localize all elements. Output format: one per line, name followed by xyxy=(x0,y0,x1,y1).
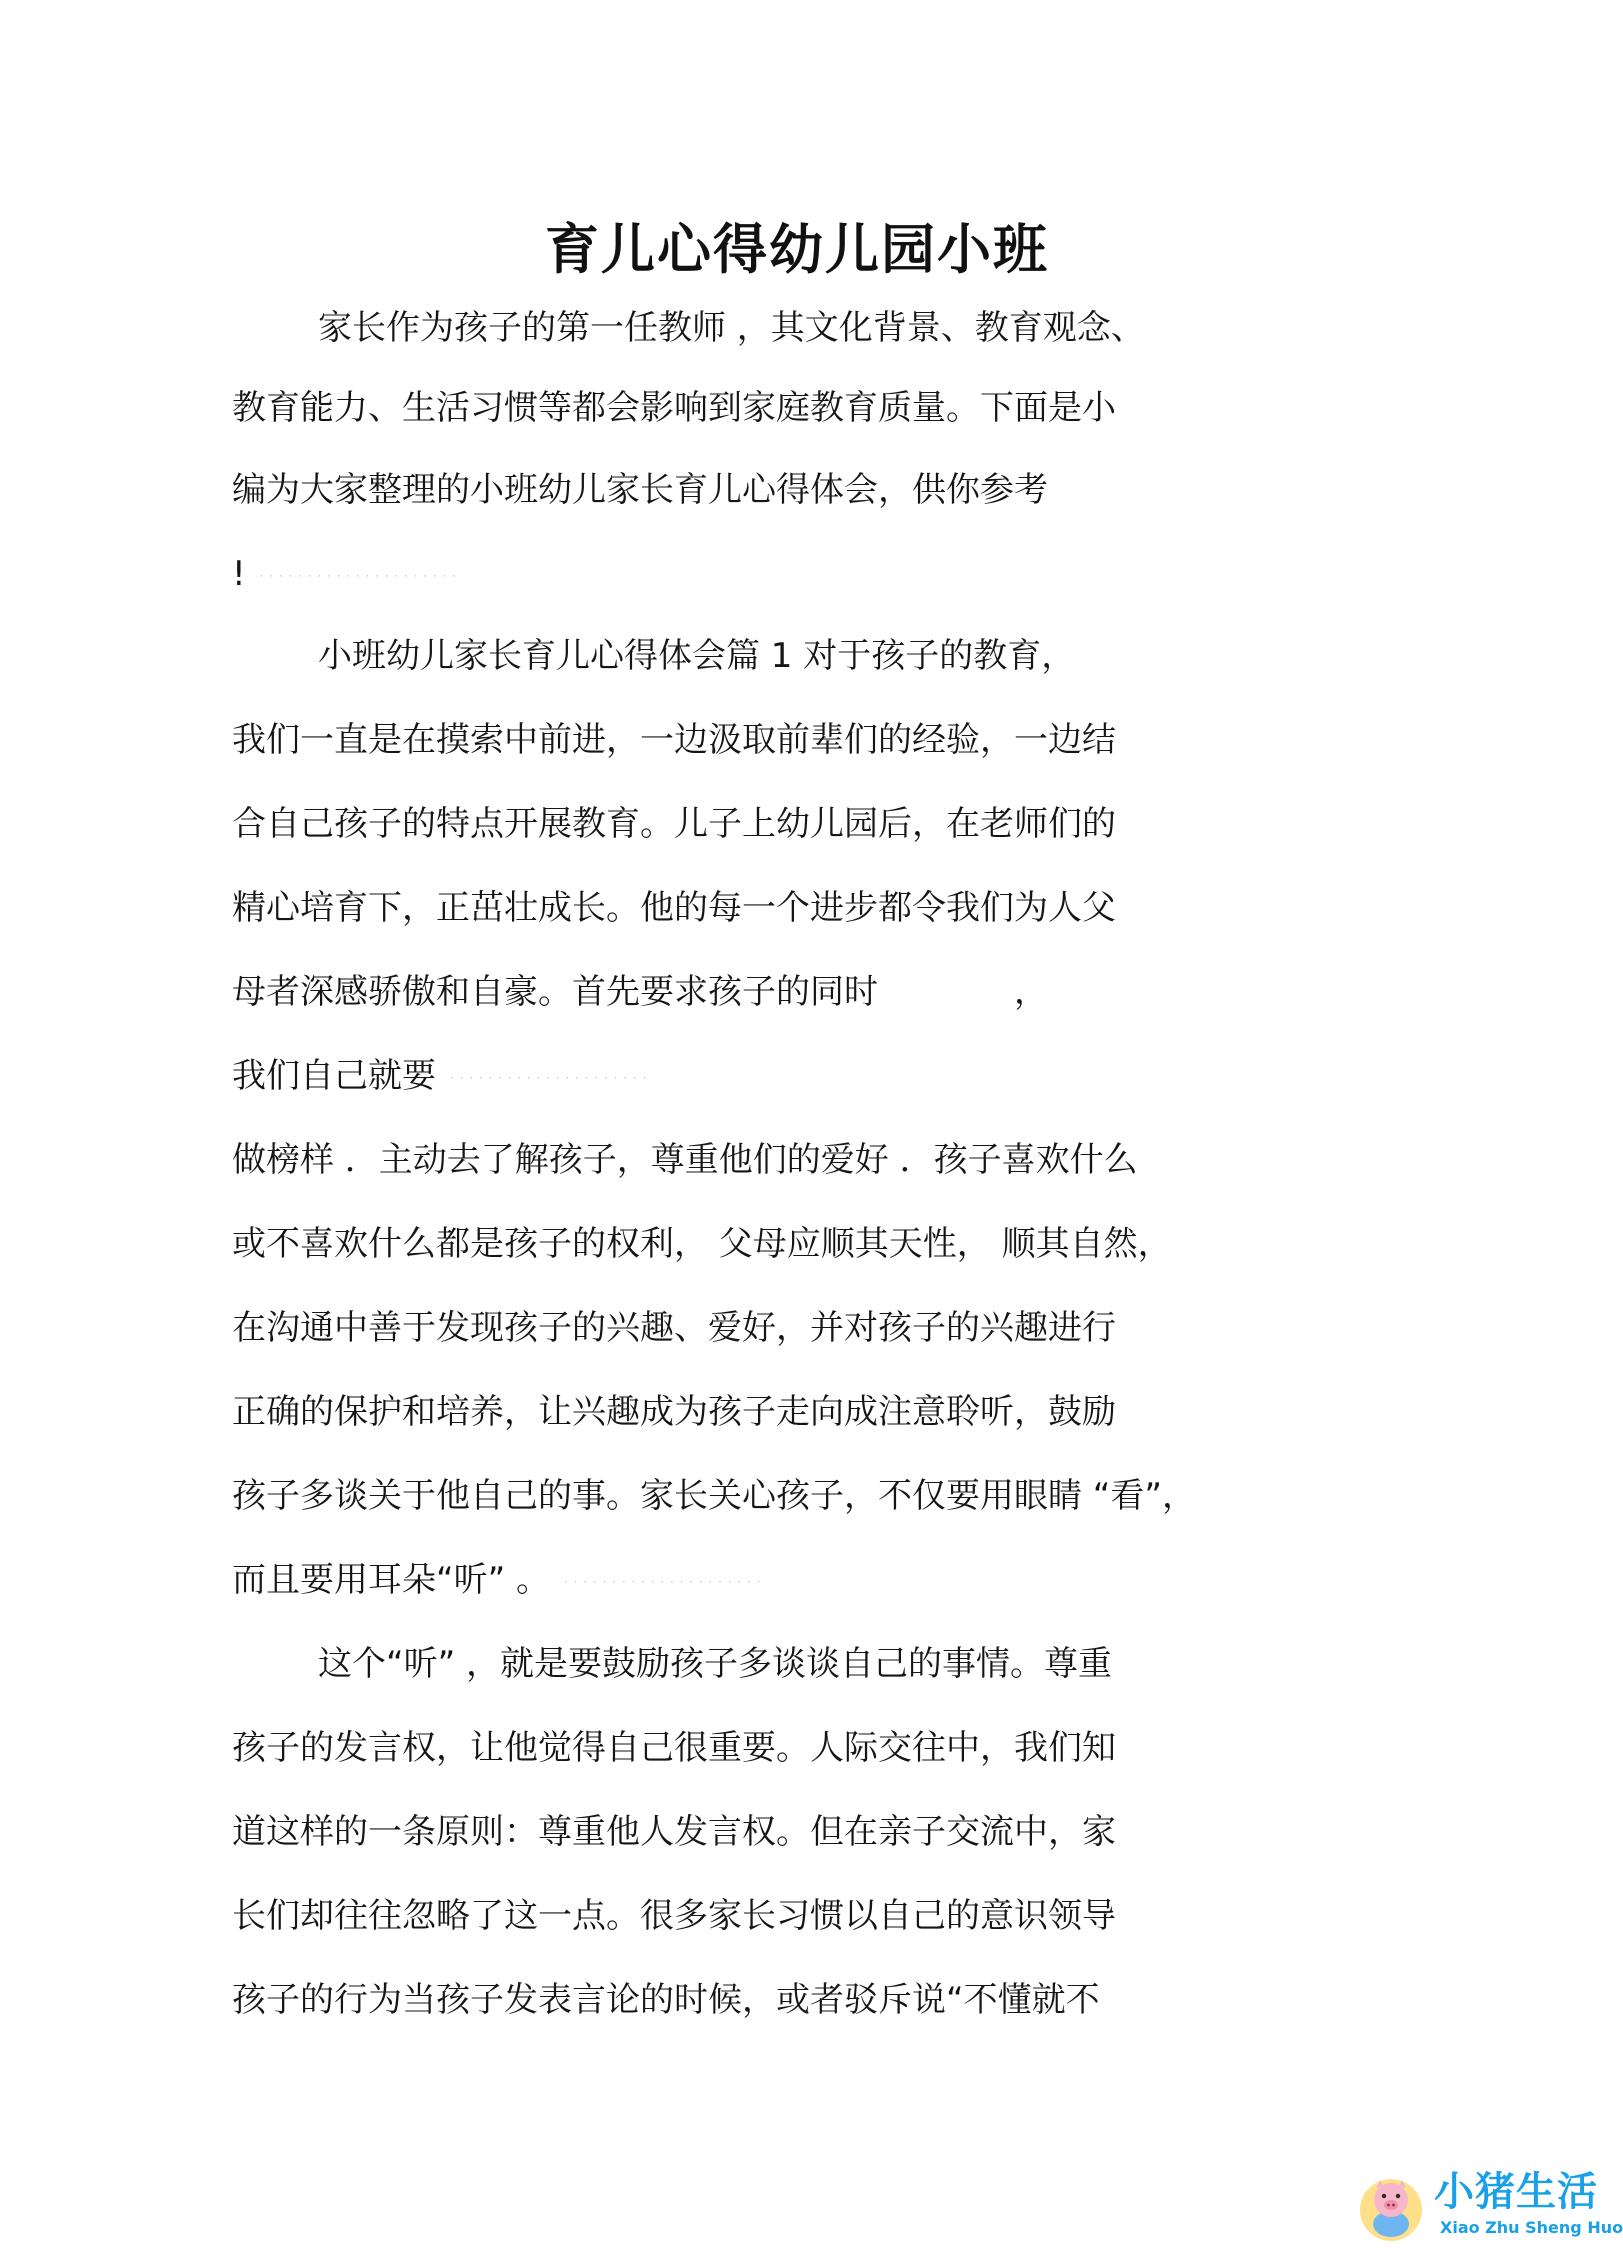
paragraph-line: 孩子的发言权，让他觉得自己很重要。人际交往中，我们知 xyxy=(232,1728,1116,1768)
faint-watermark-text: · · · · · · · · · · · · · · · · · · · · · xyxy=(564,1574,762,1589)
paragraph-line: 编为大家整理的小班幼儿家长育儿心得体会，供你参考 xyxy=(232,470,1048,510)
paragraph-line: 或不喜欢什么都是孩子的权利， 父母应顺其天性， 顺其自然， xyxy=(232,1224,1172,1264)
faint-watermark-text: · · · · · · · · · · · · · · · · · · · · · xyxy=(259,568,458,583)
paragraph-line: 教育能力、生活习惯等都会影响到家庭教育质量。下面是小 xyxy=(232,388,1116,428)
paragraph-line: 道这样的一条原则：尊重他人发言权。但在亲子交流中，家 xyxy=(232,1812,1116,1852)
paragraph-line: ! · · · · · · · · · · · · · · · · · · · · · xyxy=(232,550,457,600)
paragraph-line: 在沟通中善于发现孩子的兴趣、爱好，并对孩子的兴趣进行 xyxy=(232,1308,1116,1348)
paragraph-line: 母者深感骄傲和自豪。首先要求孩子的同时 ， xyxy=(232,972,1048,1012)
watermark-brand-pinyin: Xiao Zhu Sheng Huo xyxy=(1440,2218,1623,2237)
paragraph-line: 合自己孩子的特点开展教育。儿子上幼儿园后，在老师们的 xyxy=(232,804,1116,844)
paragraph-line: 孩子的行为当孩子发表言论的时候，或者驳斥说“不懂就不 xyxy=(232,1980,1100,2020)
paragraph-line: 我们一直是在摸索中前进，一边汲取前辈们的经验，一边结 xyxy=(232,720,1116,760)
paragraph-line: 长们却往往忽略了这一点。很多家长习惯以自己的意识领导 xyxy=(232,1896,1116,1936)
watermark-brand-name: 小猪生活 xyxy=(1434,2169,1598,2215)
page-title: 育儿心得幼儿园小班 xyxy=(545,218,1049,281)
paragraph-line: 这个“听” ，就是要鼓励孩子多谈谈自己的事情。尊重 xyxy=(318,1644,1113,1684)
watermark-logo xyxy=(1352,2164,1623,2250)
paragraph-line: 小班幼儿家长育儿心得体会篇 1 对于孩子的教育， xyxy=(318,636,1076,676)
paragraph-line: 精心培育下，正茁壮成长。他的每一个进步都令我们为人父 xyxy=(232,888,1116,928)
paragraph-line: 正确的保护和培养，让兴趣成为孩子走向成注意聆听，鼓励 xyxy=(232,1392,1116,1432)
paragraph-line: 家长作为孩子的第一任教师 ，其文化背景、教育观念、 xyxy=(318,308,1145,348)
paragraph-line: 而且要用耳朵“听” 。 · · · · · · · · · · · · · · · · · · · · · xyxy=(232,1556,761,1606)
pig-mascot-icon xyxy=(1354,2170,1428,2244)
faint-watermark-text: · · · · · · · · · · · · · · · · · · · · · xyxy=(450,1070,648,1085)
paragraph-line: 做榜样 ．主动去了解孩子，尊重他们的爱好 ．孩子喜欢什么 xyxy=(232,1140,1138,1180)
paragraph-line: 我们自己就要 · · · · · · · · · · · · · · · · · · · · · xyxy=(232,1052,647,1102)
paragraph-line: 孩子多谈关于他自己的事。家长关心孩子，不仅要用眼睛 “看”， xyxy=(232,1476,1197,1516)
